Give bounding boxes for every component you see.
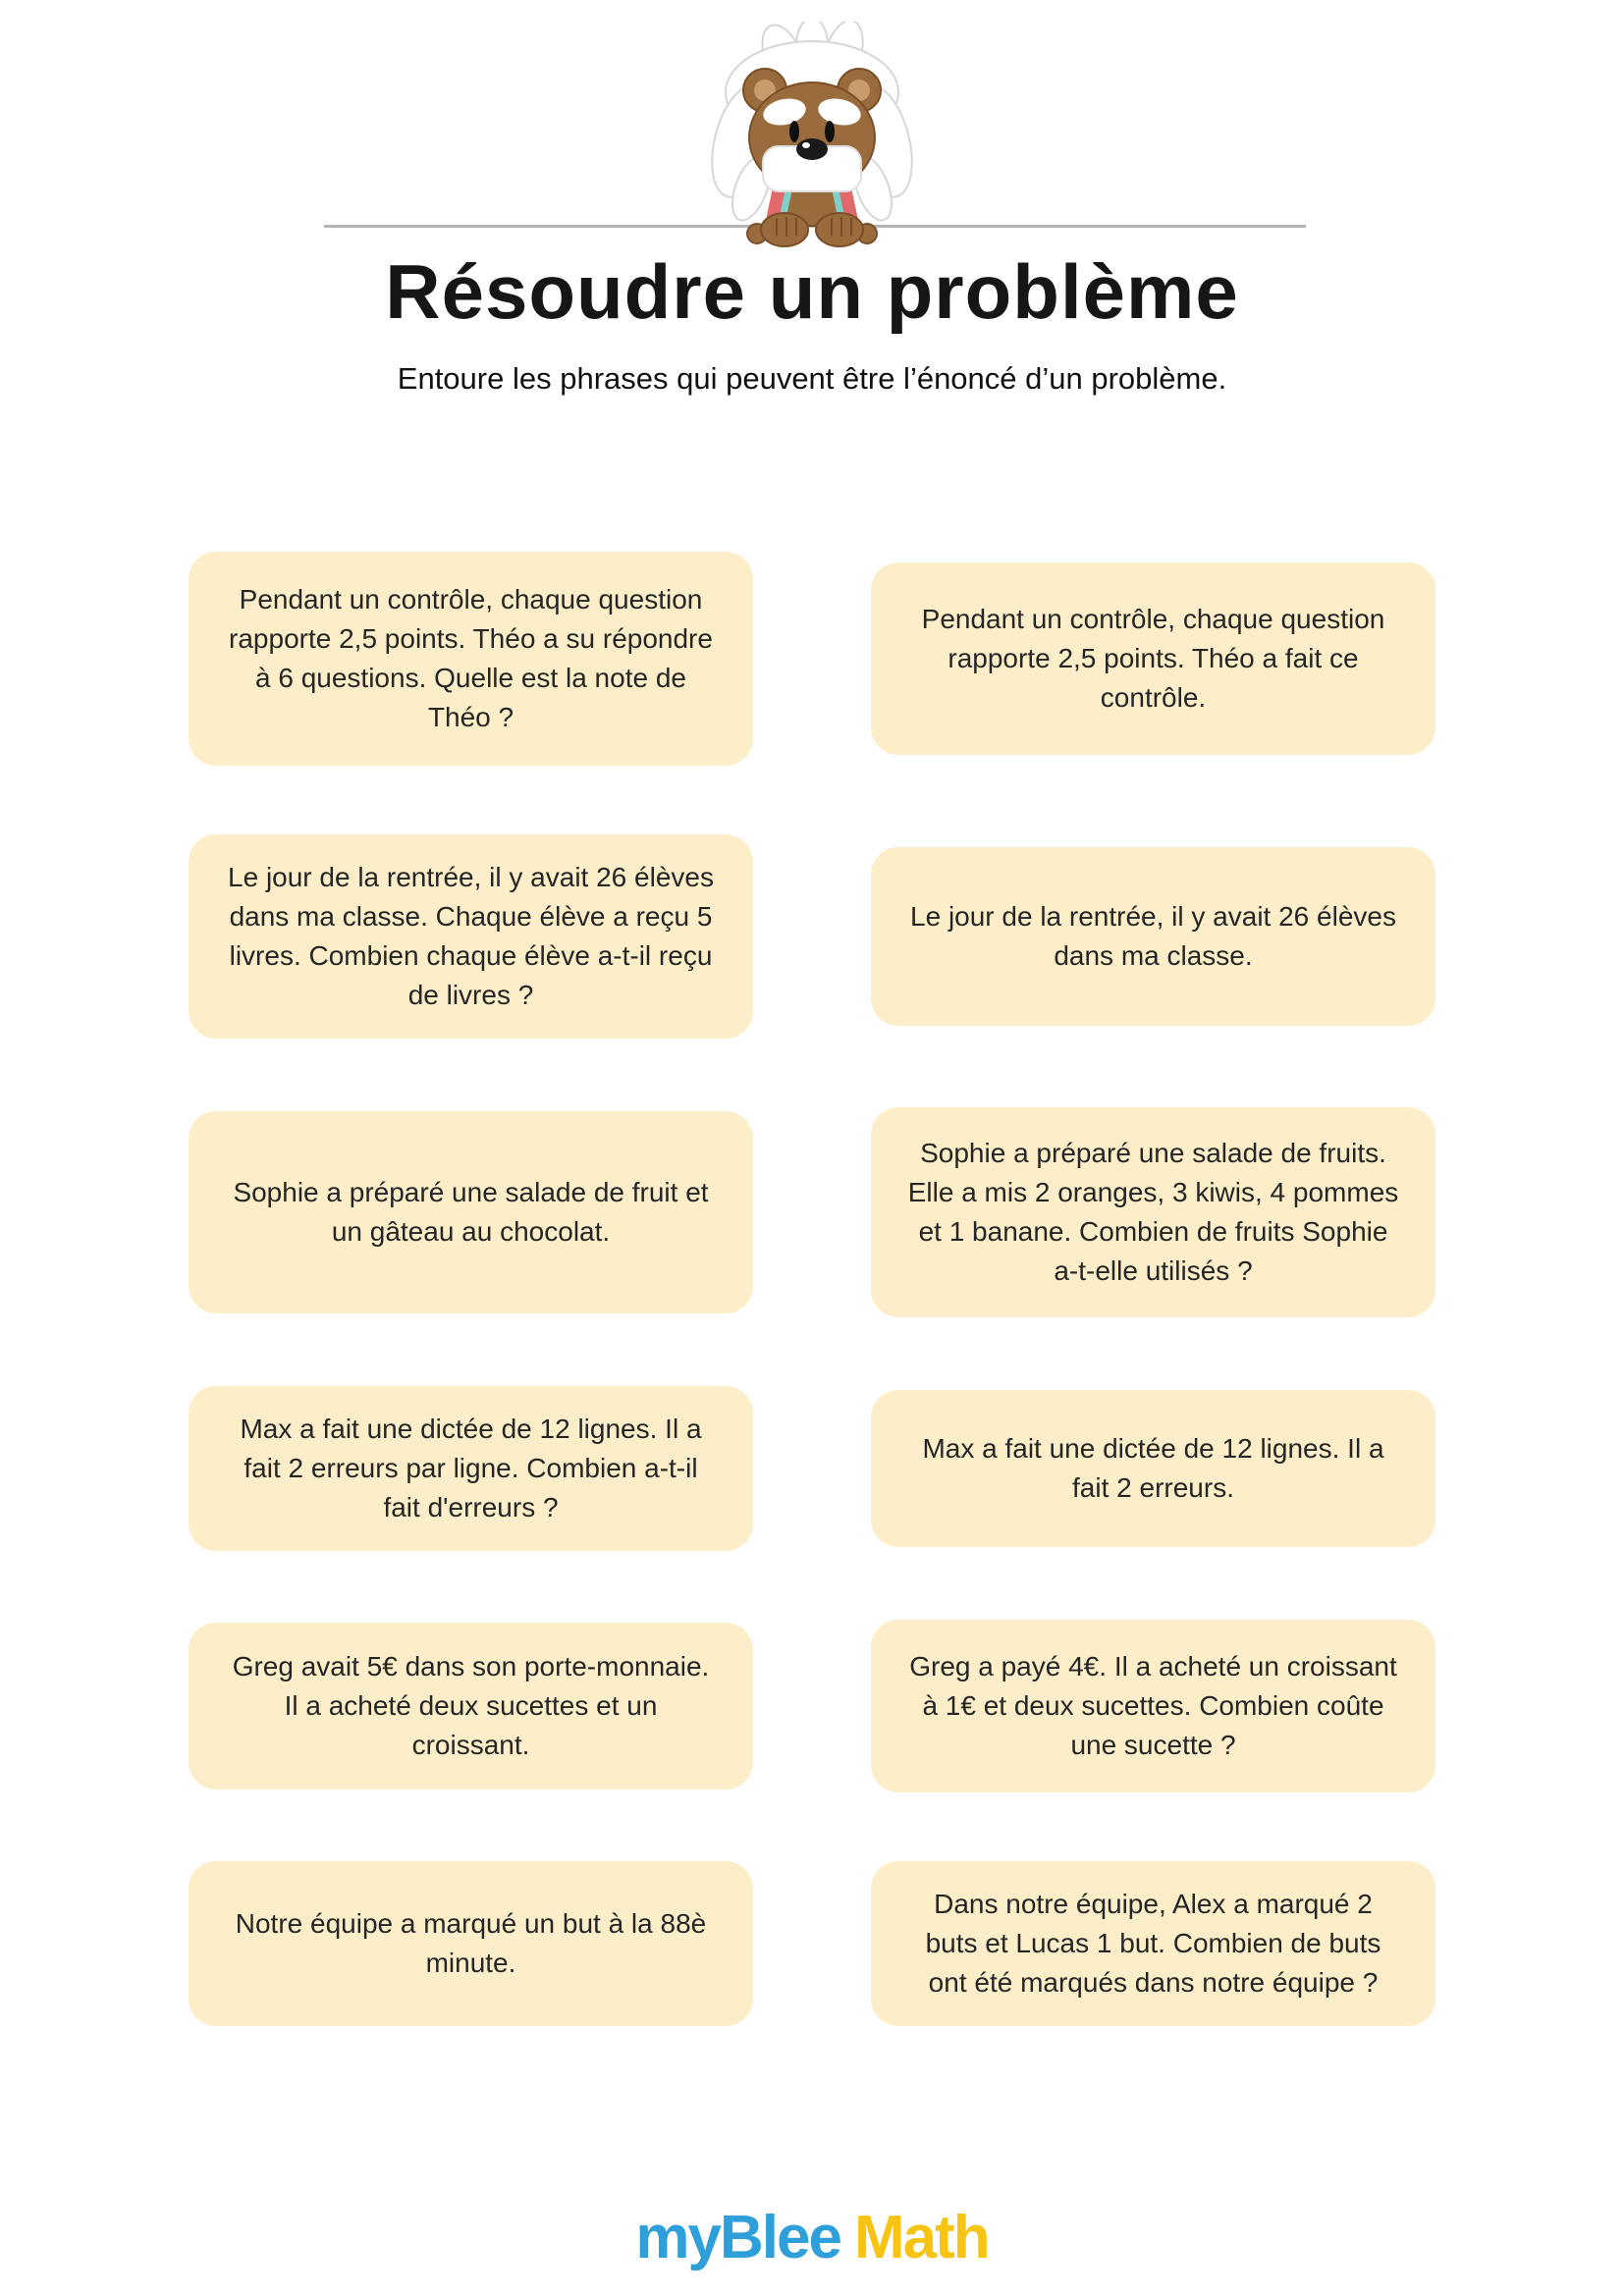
card-row-6 (189, 1861, 1435, 2026)
page-title: Résoudre un problème (385, 248, 1239, 335)
phrase-card[interactable]: Greg a payé 4€. Il a acheté un croissant à 1€ et deux sucettes. Combien coûte une sucette ? (871, 1620, 1435, 1792)
page-subtitle: Entoure les phrases qui peuvent être l’énoncé d’un problème. (397, 361, 1227, 396)
phrase-card[interactable]: Le jour de la rentrée, il y avait 26 élèves dans ma classe. Chaque élève a reçu 5 livres. Combien chaque élève a-t-il reçu de livres ? (189, 834, 753, 1039)
phrase-card[interactable]: Le jour de la rentrée, il y avait 26 élèves dans ma classe. (871, 847, 1435, 1026)
cards-grid (189, 402, 1435, 2026)
card-row-2 (189, 834, 1435, 1039)
header (0, 0, 1624, 402)
phrase-card[interactable]: Max a fait une dictée de 12 lignes. Il a fait 2 erreurs. (871, 1390, 1435, 1547)
card-row-5 (189, 1620, 1435, 1792)
card-row-1 (189, 552, 1435, 766)
phrase-card[interactable]: Sophie a préparé une salade de fruits. Elle a mis 2 oranges, 3 kiwis, 4 pommes et 1 banane. Combien de fruits Sophie a-t-elle utilisés ? (871, 1107, 1435, 1317)
phrase-card[interactable]: Greg avait 5€ dans son porte-monnaie. Il a acheté deux sucettes et un croissant. (189, 1623, 753, 1789)
phrase-card[interactable]: Pendant un contrôle, chaque question rapporte 2,5 points. Théo a su répondre à 6 questions. Quelle est la note de Théo ? (189, 552, 753, 766)
phrase-card[interactable]: Sophie a préparé une salade de fruit et un gâteau au chocolat. (189, 1111, 753, 1313)
phrase-card[interactable]: Notre équipe a marqué un but à la 88è minute. (189, 1861, 753, 2026)
bear-mascot-icon (675, 22, 949, 257)
myblee-math-logo: Blee (719, 2204, 840, 2271)
myblee-math-logo: my (635, 2204, 720, 2271)
phrase-card[interactable]: Max a fait une dictée de 12 lignes. Il a fait 2 erreurs par ligne. Combien a-t-il fait d'erreurs ? (189, 1386, 753, 1551)
phrase-card[interactable]: Pendant un contrôle, chaque question rapporte 2,5 points. Théo a fait ce contrôle. (871, 562, 1435, 755)
phrase-card[interactable]: Dans notre équipe, Alex a marqué 2 buts et Lucas 1 but. Combien de buts ont été marqués dans notre équipe ? (871, 1861, 1435, 2026)
footer (0, 2203, 1624, 2272)
card-row-3 (189, 1107, 1435, 1317)
card-row-4 (189, 1386, 1435, 1551)
myblee-math-logo: Math (853, 2204, 989, 2271)
